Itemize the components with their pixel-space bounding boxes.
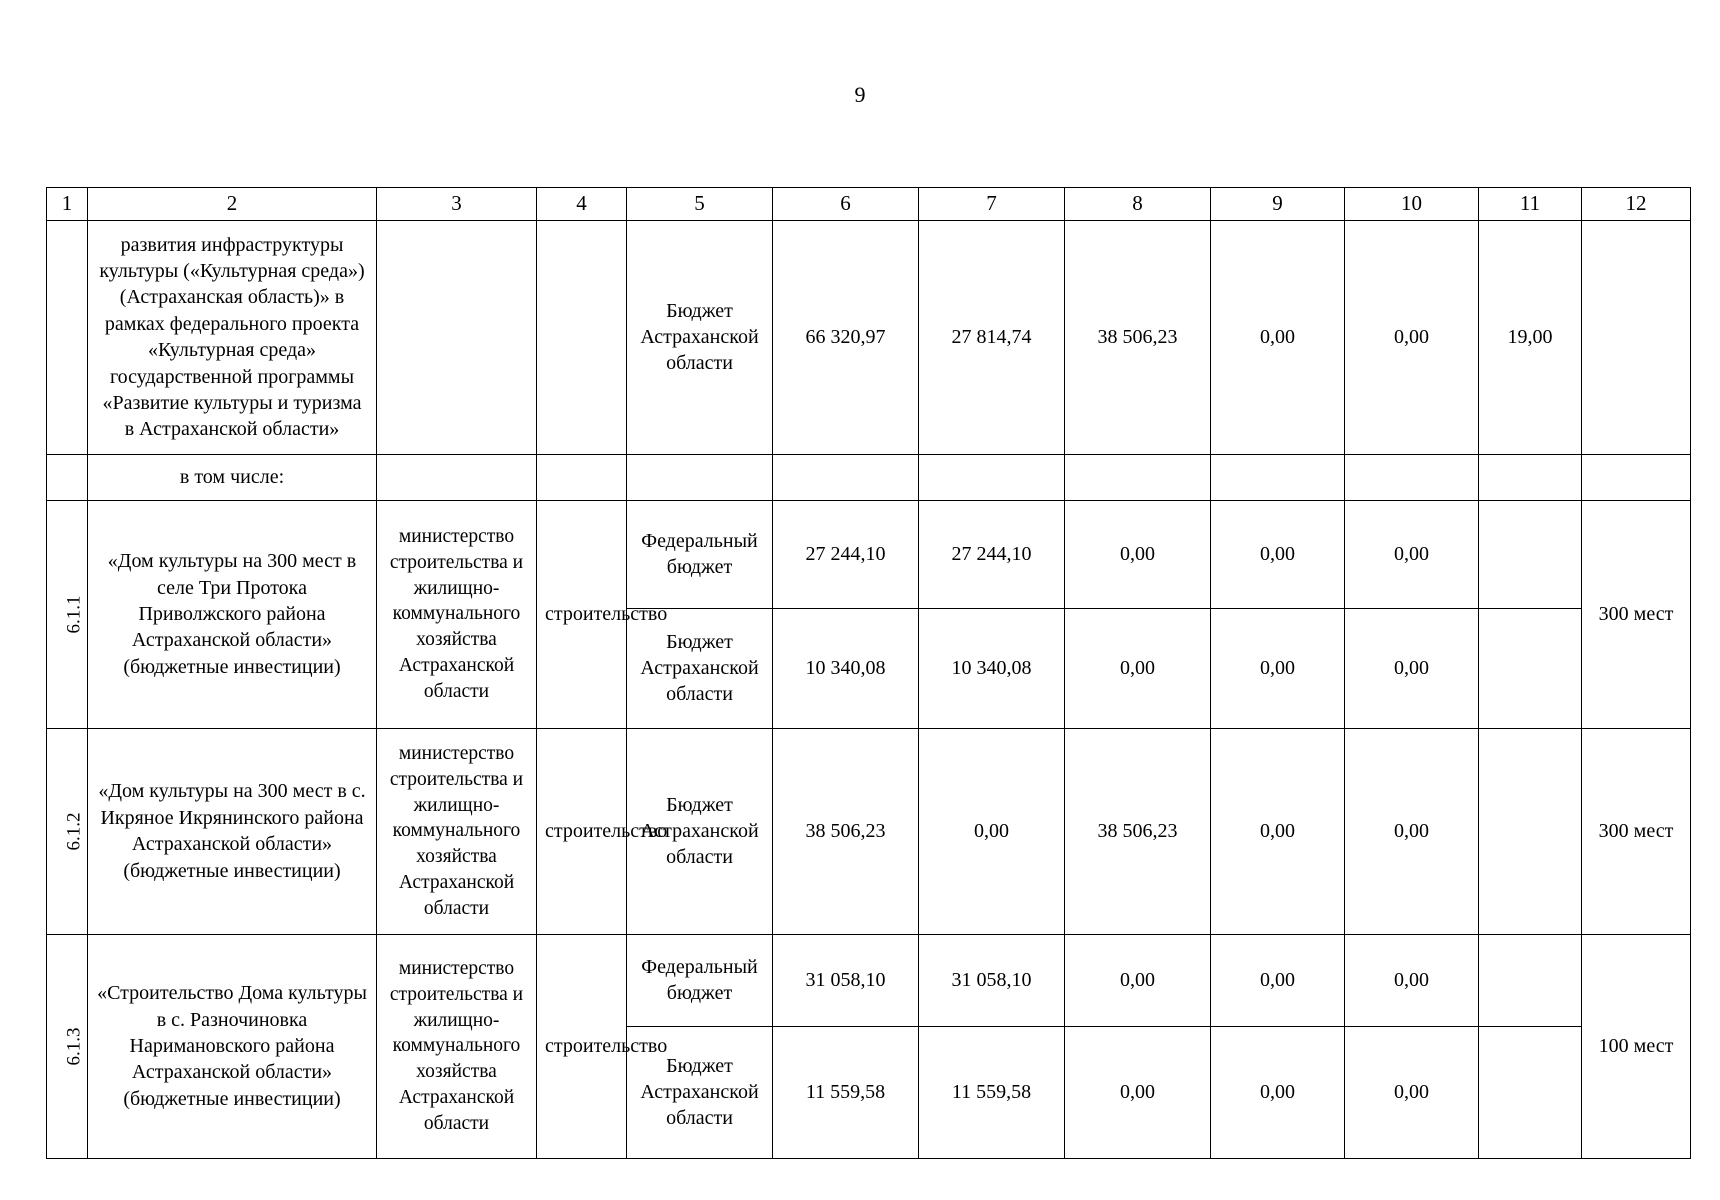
value-cell: 0,00 <box>1211 934 1345 1026</box>
item-number: 6.1.1 <box>63 595 85 634</box>
value-cell: 11 559,58 <box>919 1026 1065 1158</box>
result-cell: 100 мест <box>1582 934 1691 1158</box>
result-cell: 300 мест <box>1582 728 1691 934</box>
value-cell: 31 058,10 <box>919 934 1065 1026</box>
value-cell: 27 244,10 <box>773 500 919 608</box>
value-cell: 0,00 <box>1345 728 1479 934</box>
value-cell: 11 559,58 <box>773 1026 919 1158</box>
item-number: 6.1.3 <box>63 1027 85 1066</box>
executor-cell: министерство строительства и жилищно-коммунального хозяйства Астраханской области <box>377 934 537 1158</box>
name-cell: развития инфраструктуры культуры («Культурная среда») (Астраханская область)» в рамках федерального проекта «Культурная среда» государственной программы «Развитие культуры и туризма в Астраханской области» <box>88 220 377 454</box>
table-row <box>47 500 1691 608</box>
including-label: в том числе: <box>88 454 377 500</box>
value-cell: 19,00 <box>1479 220 1582 454</box>
name-cell: «Строительство Дома культуры в с. Разночиновка Наримановского района Астраханской области» (бюджетные инвестиции) <box>88 934 377 1158</box>
header-cell: 5 <box>627 188 773 221</box>
header-row <box>47 188 1691 221</box>
value-cell: 0,00 <box>1211 220 1345 454</box>
value-cell <box>1479 608 1582 728</box>
type-cell: строительство <box>537 728 627 934</box>
value-cell: 0,00 <box>1065 500 1211 608</box>
executor-cell <box>377 220 537 454</box>
header-cell: 4 <box>537 188 627 221</box>
value-cell: 10 340,08 <box>919 608 1065 728</box>
value-cell: 0,00 <box>1345 500 1479 608</box>
value-cell: 0,00 <box>1065 1026 1211 1158</box>
value-cell: 10 340,08 <box>773 608 919 728</box>
value-cell <box>1479 934 1582 1026</box>
funding-cell: Бюджет Астраханской области <box>627 220 773 454</box>
value-cell: 0,00 <box>1345 608 1479 728</box>
name-cell: «Дом культуры на 300 мест в с. Икряное Икрянинского района Астраханской области» (бюджетные инвестиции) <box>88 728 377 934</box>
type-cell: строительство <box>537 500 627 728</box>
item-number-cell <box>47 500 88 728</box>
num-cell <box>47 220 88 454</box>
header-cell: 2 <box>88 188 377 221</box>
result-cell: 300 мест <box>1582 500 1691 728</box>
value-cell: 0,00 <box>1065 934 1211 1026</box>
funding-cell: Бюджет Астраханской области <box>627 608 773 728</box>
table-row <box>47 454 1691 500</box>
header-cell: 9 <box>1211 188 1345 221</box>
page-number: 9 <box>854 82 866 107</box>
funding-cell: Бюджет Астраханской области <box>627 728 773 934</box>
value-cell: 38 506,23 <box>773 728 919 934</box>
header-cell: 12 <box>1582 188 1691 221</box>
value-cell: 0,00 <box>1345 220 1479 454</box>
item-number: 6.1.2 <box>63 812 85 851</box>
value-cell: 0,00 <box>1211 1026 1345 1158</box>
value-cell: 31 058,10 <box>773 934 919 1026</box>
value-cell: 0,00 <box>1211 728 1345 934</box>
type-cell <box>537 220 627 454</box>
funding-cell: Бюджет Астраханской области <box>627 1026 773 1158</box>
value-cell: 0,00 <box>1211 608 1345 728</box>
funding-cell: Федеральный бюджет <box>627 500 773 608</box>
value-cell: 0,00 <box>1345 1026 1479 1158</box>
header-cell: 6 <box>773 188 919 221</box>
header-cell: 11 <box>1479 188 1582 221</box>
value-cell: 0,00 <box>919 728 1065 934</box>
value-cell: 38 506,23 <box>1065 220 1211 454</box>
value-cell: 0,00 <box>1211 500 1345 608</box>
item-number-cell <box>47 728 88 934</box>
type-cell: строительство <box>537 934 627 1158</box>
header-cell: 3 <box>377 188 537 221</box>
table-row <box>47 728 1691 934</box>
table-row <box>47 220 1691 454</box>
header-cell: 7 <box>919 188 1065 221</box>
value-cell: 38 506,23 <box>1065 728 1211 934</box>
value-cell: 0,00 <box>1345 934 1479 1026</box>
funding-cell: Федеральный бюджет <box>627 934 773 1026</box>
value-cell: 27 814,74 <box>919 220 1065 454</box>
header-cell: 1 <box>47 188 88 221</box>
value-cell <box>1479 500 1582 608</box>
value-cell <box>1479 728 1582 934</box>
item-number-cell <box>47 934 88 1158</box>
executor-cell: министерство строительства и жилищно-коммунального хозяйства Астраханской области <box>377 728 537 934</box>
result-cell <box>1582 220 1691 454</box>
name-cell: «Дом культуры на 300 мест в селе Три Протока Приволжского района Астраханской области» (бюджетные инвестиции) <box>88 500 377 728</box>
header-cell: 10 <box>1345 188 1479 221</box>
table-row <box>47 934 1691 1026</box>
value-cell: 66 320,97 <box>773 220 919 454</box>
header-cell: 8 <box>1065 188 1211 221</box>
executor-cell: министерство строительства и жилищно-коммунального хозяйства Астраханской области <box>377 500 537 728</box>
value-cell: 0,00 <box>1065 608 1211 728</box>
budget-table <box>46 187 1691 1159</box>
value-cell: 27 244,10 <box>919 500 1065 608</box>
value-cell <box>1479 1026 1582 1158</box>
